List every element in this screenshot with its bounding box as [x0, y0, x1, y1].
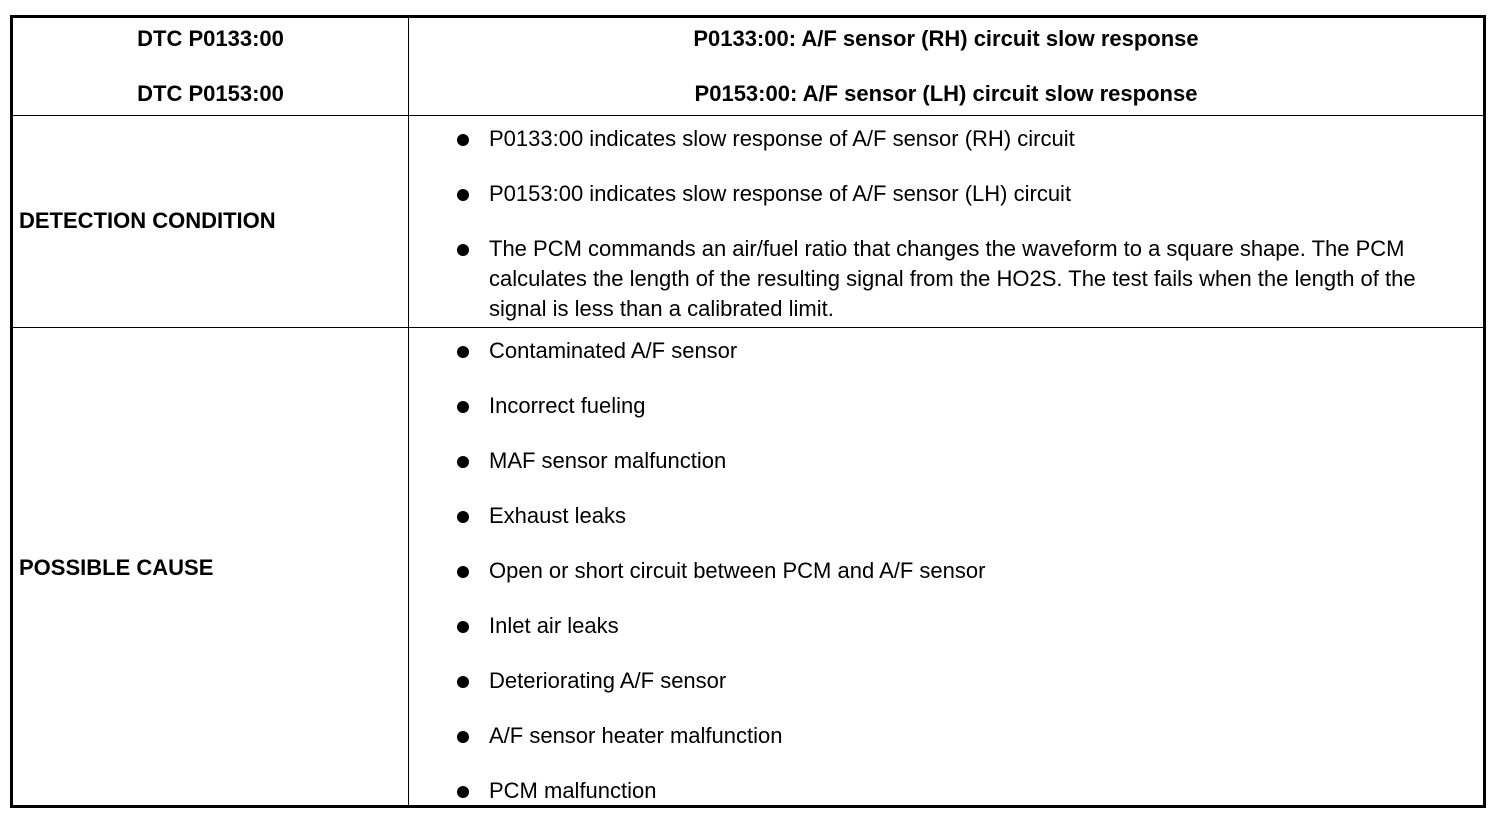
- cause-item-text: Exhaust leaks: [489, 503, 626, 528]
- bullet-icon: [457, 189, 469, 201]
- bullet-icon: [457, 566, 469, 578]
- cause-item-text: Contaminated A/F sensor: [489, 338, 738, 363]
- bullet-icon: [457, 244, 469, 256]
- header-row: [13, 18, 1483, 116]
- cause-item-text: Open or short circuit between PCM and A/F sensor: [489, 558, 986, 583]
- detection-content-cell: [409, 116, 1483, 327]
- bullet-icon: [457, 786, 469, 798]
- cause-item-text: Incorrect fueling: [489, 393, 646, 418]
- detection-label-cell: [13, 116, 409, 327]
- possible-cause-row: [13, 328, 1483, 808]
- bullet-icon: [457, 401, 469, 413]
- cause-label-cell: [13, 328, 409, 808]
- cause-item-text: A/F sensor heater malfunction: [489, 723, 783, 748]
- dtc-description-2: P0153:00: A/F sensor (LH) circuit slow response: [694, 81, 1198, 106]
- detection-item-text: The PCM commands an air/fuel ratio that changes the waveform to a square shape. The PCM calculates the length of the resulting signal from the HO2S. The test fails when the length of the signal is less than a calibrated limit.: [489, 236, 1416, 321]
- dtc-code-2: DTC P0153:00: [137, 81, 284, 106]
- cause-item-text: PCM malfunction: [489, 778, 657, 803]
- dtc-description-1: P0133:00: A/F sensor (RH) circuit slow response: [693, 26, 1199, 51]
- bullet-icon: [457, 621, 469, 633]
- cause-item-text: Deteriorating A/F sensor: [489, 668, 727, 693]
- detection-item-text: P0133:00 indicates slow response of A/F sensor (RH) circuit: [489, 126, 1075, 151]
- cause-item-text: Inlet air leaks: [489, 613, 619, 638]
- detection-condition-label: DETECTION CONDITION: [19, 208, 276, 233]
- bullet-icon: [457, 511, 469, 523]
- bullet-icon: [457, 456, 469, 468]
- bullet-icon: [457, 346, 469, 358]
- cause-item-text: MAF sensor malfunction: [489, 448, 727, 473]
- possible-cause-label: POSSIBLE CAUSE: [19, 555, 214, 580]
- dtc-code-cell: [13, 18, 409, 115]
- detection-condition-row: [13, 116, 1483, 328]
- bullet-icon: [457, 134, 469, 146]
- cause-content-cell: [409, 328, 1483, 808]
- bullet-icon: [457, 731, 469, 743]
- detection-item-text: P0153:00 indicates slow response of A/F sensor (LH) circuit: [489, 181, 1072, 206]
- dtc-description-cell: [409, 18, 1483, 115]
- bullet-icon: [457, 676, 469, 688]
- dtc-table: [10, 15, 1486, 808]
- dtc-code-1: DTC P0133:00: [137, 26, 284, 51]
